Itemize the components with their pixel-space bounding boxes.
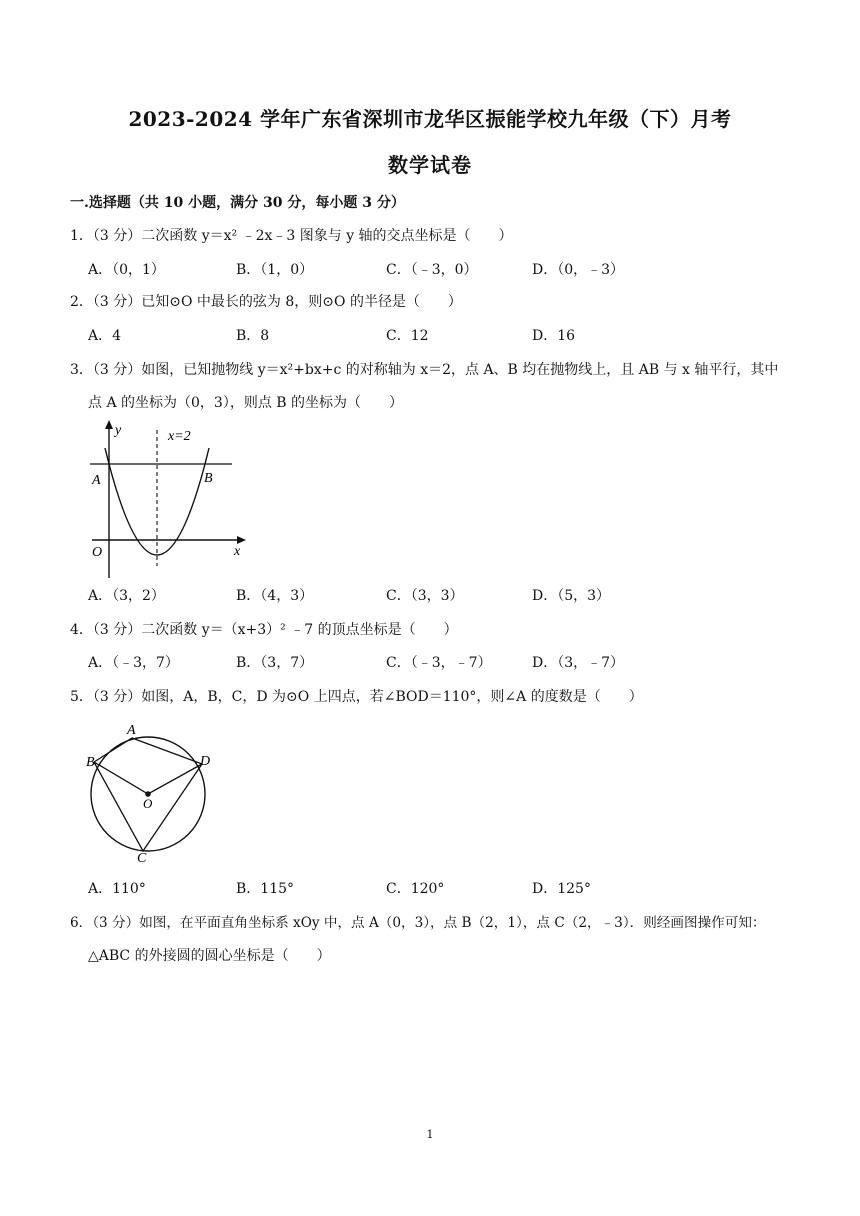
point-a-label: A	[127, 723, 136, 738]
question-4-option-a: A．（﹣3，7）	[88, 655, 179, 671]
y-axis-arrow	[105, 420, 113, 429]
question-3-option-d: D．（5，3）	[532, 588, 611, 604]
question-1-option-b: B．（1，0）	[236, 262, 314, 278]
question-5-option-b: B．115°	[236, 881, 295, 897]
radii-ob-od	[94, 762, 202, 794]
question-4-option-b: B．（3，7）	[236, 655, 314, 671]
question-5-option-a: A．110°	[88, 881, 146, 897]
question-3-stem: 3．（3 分）如图，已知抛物线 y＝x²+bx+c 的对称轴为 x＝2，点 A、B 均在抛物线上，且 AB 与 x 轴平行，其中	[70, 362, 779, 378]
point-c-label: C	[137, 851, 147, 865]
question-2-option-a: A．4	[88, 328, 122, 344]
page-title: 2023-2024 学年广东省深圳市龙华区振能学校九年级（下）月考	[128, 107, 732, 131]
y-axis-label: y	[115, 423, 122, 438]
question-1-stem: 1．（3 分）二次函数 y＝x² ﹣2x﹣3 图象与 y 轴的交点坐标是（ ）	[70, 228, 513, 244]
point-d-label: D	[200, 754, 211, 769]
question-3-stem-line2: 点 A 的坐标为（0，3），则点 B 的坐标为（ ）	[88, 395, 404, 411]
circle-figure	[84, 720, 214, 865]
question-6-stem: 6．（3 分）如图，在平面直角坐标系 xOy 中，点 A（0，3），点 B（2，1），点 C（2，﹣3）．则经画图操作可知：	[70, 915, 766, 931]
section-heading: 一.选择题（共 10 小题，满分 30 分，每小题 3 分）	[70, 195, 405, 211]
question-5-stem: 5．（3 分）如图，A，B，C，D 为⊙O 上四点，若∠BOD＝110°，则∠A 的度数是（ ）	[70, 689, 643, 705]
x-axis-label: x	[234, 544, 241, 559]
question-2-stem: 2．（3 分）已知⊙O 中最长的弦为 8，则⊙O 的半径是（ ）	[70, 294, 462, 310]
question-4-option-d: D．（3，﹣7）	[532, 655, 625, 671]
question-4-stem: 4．（3 分）二次函数 y＝（x+3）² ﹣7 的顶点坐标是（ ）	[70, 622, 458, 638]
question-5-option-d: D．125°	[532, 881, 591, 897]
question-2-option-c: C．12	[386, 328, 429, 344]
question-2-option-d: D．16	[532, 328, 576, 344]
page-subtitle: 数学试卷	[388, 153, 472, 177]
question-1-option-a: A．（0，1）	[88, 262, 165, 278]
question-3-option-b: B．（4，3）	[236, 588, 314, 604]
question-4-option-c: C．（﹣3，﹣7）	[386, 655, 492, 671]
question-1-option-d: D．（0，﹣3）	[532, 262, 625, 278]
question-3-option-a: A．（3，2）	[88, 588, 165, 604]
point-a-label: A	[92, 473, 101, 488]
parabola-figure	[84, 418, 254, 583]
question-6-stem-line2: △ABC 的外接圆的圆心坐标是（ ）	[88, 948, 331, 964]
question-2-option-b: B．8	[236, 328, 270, 344]
question-5-option-c: C．120°	[386, 881, 445, 897]
point-b-label: B	[86, 755, 95, 770]
origin-label: O	[92, 545, 103, 560]
question-3-option-c: C．（3，3）	[386, 588, 464, 604]
x-axis-arrow	[237, 536, 246, 544]
point-o-label: O	[143, 796, 153, 811]
page-number: 1	[426, 1128, 434, 1141]
symmetry-axis-label: x=2	[168, 429, 191, 444]
question-1-option-c: C．（﹣3，0）	[386, 262, 478, 278]
point-b-label: B	[204, 471, 213, 486]
